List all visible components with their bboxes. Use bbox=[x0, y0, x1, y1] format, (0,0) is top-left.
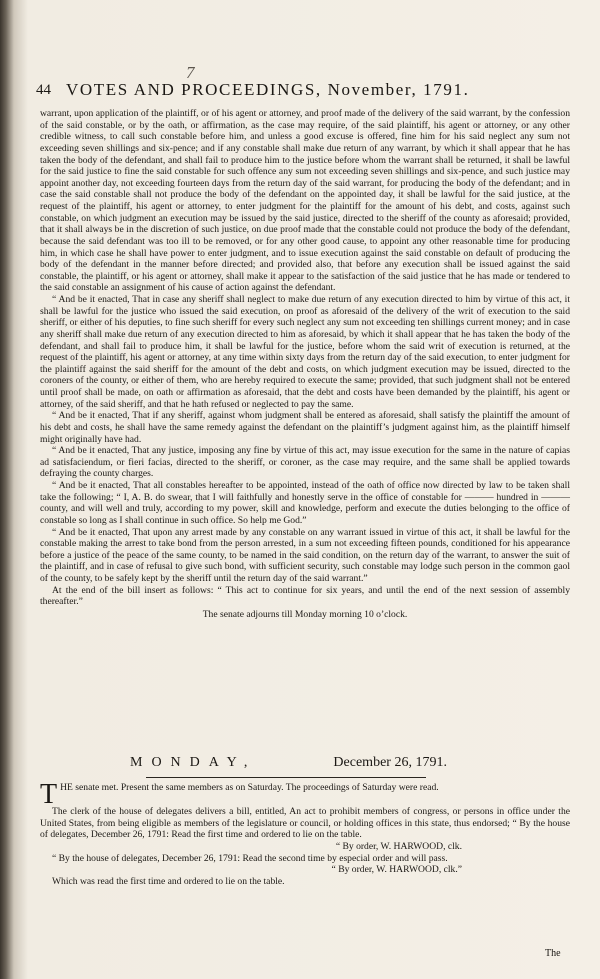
paragraph: “ And be it enacted, That all constables hereafter to be appointed, instead of the oath of office now directed by law to be taken shall take the following; “ I, A. B. do swear, that I will faithfully and honestly serve in the office of constable for ——— hundred in ——— county, and will well and truly, according to my power, skill and knowledge, perform and execute the duties belonging to the office of constable so long as I shall continue in such office. So help me God.” bbox=[40, 480, 570, 526]
paragraph: “ By the house of delegates, December 26, 1791: Read the second time by especial order and will pass. bbox=[52, 852, 448, 864]
running-head bbox=[36, 80, 570, 102]
signature-line: “ By order, W. HARWOOD, clk.” bbox=[331, 864, 462, 876]
day-heading bbox=[130, 755, 570, 771]
paragraph: “ And be it enacted, That upon any arrest made by any constable on any warrant issued in virtue of this act, it shall be lawful for the constable making the arrest to take bond from the person arrested, in a sum not exceeding fifteen pounds, conditioned for his appearance before a justice of the peace of the same county, to be named in the said condition, on the return day of the warrant, to answer the suit of the plaintiff, and in case of refusal to give such bond, with sufficient security, such constable may lodge such person in the common gaol of the county, to be safely kept by the sheriff until the return day of the said warrant.” bbox=[40, 526, 570, 584]
paragraph: “ And be it enacted, That if any sheriff, against whom judgment shall be entered as aforesaid, shall satisfy the plaintiff the amount of his debt and costs, he shall have the same remedy against the defendant on the plaintiff’s judgment against him, as the plaintiff himself might originally have had. bbox=[40, 410, 570, 445]
paragraph: “ And be it enacted, That in case any sheriff shall neglect to make due return of any execution directed to him by virtue of this act, it shall be lawful for the justice who issued the said execution, on proof as aforesaid of the delivery of the writ of execution to the said sheriff, or either of his deputies, to fine such sheriff for every such neglect any sum not exceeding ten shillings current money; and in case any sheriff shall make due return of any execution directed to him as aforesaid, by which it shall appear that he has taken the body of the defendant, and shall fail to produce him, it shall be lawful for the justice, before whom the said writ of execution is returned, at the request of the plaintiff, his agent or attorney, at any time within sixty days from the return day of the said execution, to enter judgment for the plaintiff against the said sheriff for the amount of the debt and costs, on which judgment execution may be issued, directed to the coroners of the county, or either of them, who are hereby required to execute the same; provided, that such judgment shall not be entered until proof shall be made, on oath or affirmation as aforesaid, that the debt and costs have been demanded by the plaintiff, his agent or attorney, of the said sheriff, and that he hath refused or neglected to pay the same. bbox=[40, 294, 570, 410]
paragraph: At the end of the bill insert as follows: “ This act to continue for six years, and until the end of the next session of assembly thereafter.” bbox=[40, 584, 570, 608]
page-number: 44 bbox=[36, 82, 51, 98]
paragraph: The clerk of the house of delegates delivers a bill, entitled, An act to prohibit members of congress, or persons in office under the United States, from being eligible as members of the legislature or council, or holding offices in this state, thus endorsed; “ By the house of delegates, December 26, 1791: Read the first time and ordered to lie on the table. bbox=[40, 806, 570, 841]
day-title: MONDAY, bbox=[130, 755, 257, 770]
pencil-mark: 7 bbox=[186, 63, 195, 82]
paragraph: Which was read the first time and ordered to lie on the table. bbox=[52, 875, 285, 887]
paragraph: warrant, upon application of the plaintiff, or of his agent or attorney, and proof made of the delivery of the said warrant, by the confession of the said constable, or by the oath, or affirmation, as the case may require, of the said plaintiff, his agent or attorney, or any other credible witness, to call such constable before him, and unless a good excuse is offered, fine him for his said neglect any sum not exceeding seven shillings and six-pence; and if any constable shall make due return of any warrant, by which it shall appear that he has taken the body of the defendant, and shall fail to produce him to the justice before whom the warrant shall be returned, it shall be lawful for the said justice to fine the said constable for such offence any sum not exceeding seven shillings and six-pence, and such justice may appoint another day, not exceeding fourteen days from the return day of the said warrant, for producing the body of the defendant; and in case the said constable shall not produce the body of the defendant on the appointed day, it shall be lawful for the said justice, at the request of the plaintiff, his agent or attorney, to enter judgment for the plaintiff for the amount of his debt, and costs, against such constable, on which judgment an execution may be issued by the said justice, directed to the sheriff of the county as aforesaid; provided, that it shall always be in the discretion of such justice, on due proof made that the constable could not produce the body of the defendant, because the said defendant was too ill to be removed, or for any other good cause, to appoint any other reasonable time for producing him, in which case he shall have power to enter judgment, and to issue execution against the said constable on default of producing the body of the defendant in the manner before directed; and provided also, that before any execution shall be issued against the said constable, the plaintiff, or his agent or attorney, shall make it appear to the satisfaction of the said justice that he has made or tendered to the said constable an assignment of his cause of action against the defendant. bbox=[40, 108, 570, 294]
catchword: The bbox=[545, 948, 561, 959]
signature-line: “ By order, W. HARWOOD, clk. bbox=[335, 840, 462, 852]
divider-rule bbox=[146, 777, 426, 778]
adjournment-line: The senate adjourns till Monday morning 10 o’clock. bbox=[202, 608, 408, 620]
body-text bbox=[40, 108, 570, 621]
drop-cap: T bbox=[40, 779, 58, 810]
running-title: VOTES AND PROCEEDINGS, November, 1791. bbox=[66, 80, 470, 99]
day-body-text bbox=[40, 779, 570, 887]
day-date: December 26, 1791. bbox=[333, 755, 447, 770]
paragraph: HE senate met. Present the same members as on Saturday. The proceedings of Saturday were read. bbox=[60, 782, 439, 793]
paragraph: “ And be it enacted, That any justice, imposing any fine by virtue of this act, may issue execution for the same in the nature of capias ad satisfaciendum, or fieri facias, directed to the sheriff, or coroner, as the case may require, and the same shall be applied towards defraying the county charges. bbox=[40, 445, 570, 480]
